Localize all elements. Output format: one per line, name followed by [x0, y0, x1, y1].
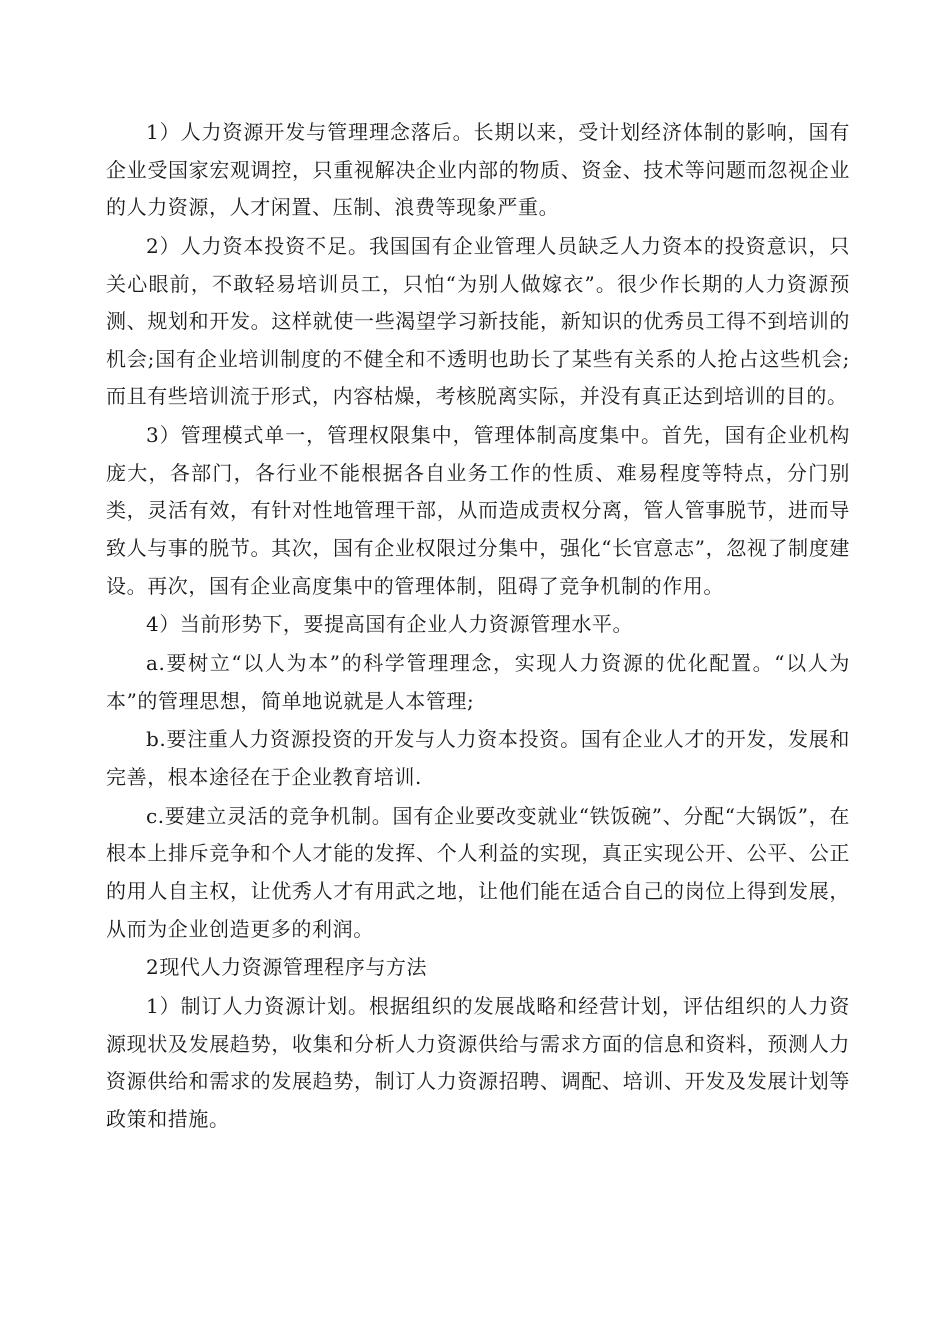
- paragraph-problem-2: 2）人力资本投资不足。我国国有企业管理人员缺乏人力资本的投资意识，只关心眼前，不敢轻易培训员工，只怕“为别人做嫁衣”。很少作长期的人力资源预测、规划和开发。这样就使一些渴望学习新技能，新知识的优秀员工得不到培训的机会;国有企业培训制度的不健全和不透明也助长了某些有关系的人抢占这些机会;而且有些培训流于形式，内容枯燥，考核脱离实际，并没有真正达到培训的目的。: [106, 233, 850, 409]
- paragraph-method-1: 1）制订人力资源计划。根据组织的发展战略和经营计划，评估组织的人力资源现状及发展趋势，收集和分析人力资源供给与需求方面的信息和资料，预测人力资源供给和需求的发展趋势，制订人力资源招聘、调配、培训、开发及发展计划等政策和措施。: [106, 994, 850, 1131]
- paragraph-measure-b: b.要注重人力资源投资的开发与人力资本投资。国有企业人才的开发，发展和完善，根本途径在于企业教育培训.: [106, 727, 850, 790]
- document-body: [106, 114, 850, 1140]
- section-heading: 2现代人力资源管理程序与方法: [146, 955, 428, 980]
- paragraph-problem-4: 4）当前形势下，要提高国有企业人力资源管理水平。: [146, 612, 634, 637]
- paragraph-problem-3: 3）管理模式单一，管理权限集中，管理体制高度集中。首先，国有企业机构庞大，各部门，各行业不能根据各自业务工作的性质、难易程度等特点，分门别类，灵活有效，有针对性地管理干部，从而造成责权分离，管人管事脱节，进而导致人与事的脱节。其次，国有企业权限过分集中，强化“长官意志”，忽视了制度建设。再次，国有企业高度集中的管理体制，阻碍了竞争机制的作用。: [106, 423, 850, 598]
- paragraph-measure-c: c.要建立灵活的竞争机制。国有企业要改变就业“铁饭碗”、分配“大锅饭”，在根本上排斥竞争和个人才能的发挥、个人利益的实现，真正实现公开、公平、公正的用人自主权，让优秀人才有用武之地，让他们能在适合自己的岗位上得到发展，从而为企业创造更多的利润。: [106, 803, 850, 941]
- paragraph-measure-a: a.要树立“以人为本”的科学管理理念，实现人力资源的优化配置。“以人为本”的管理思想，简单地说就是人本管理;: [106, 651, 850, 713]
- paragraph-problem-1: 1）人力资源开发与管理理念落后。长期以来，受计划经济体制的影响，国有企业受国家宏观调控，只重视解决企业内部的物质、资金、技术等问题而忽视企业的人力资源，人才闲置、压制、浪费等现象严重。: [106, 120, 850, 220]
